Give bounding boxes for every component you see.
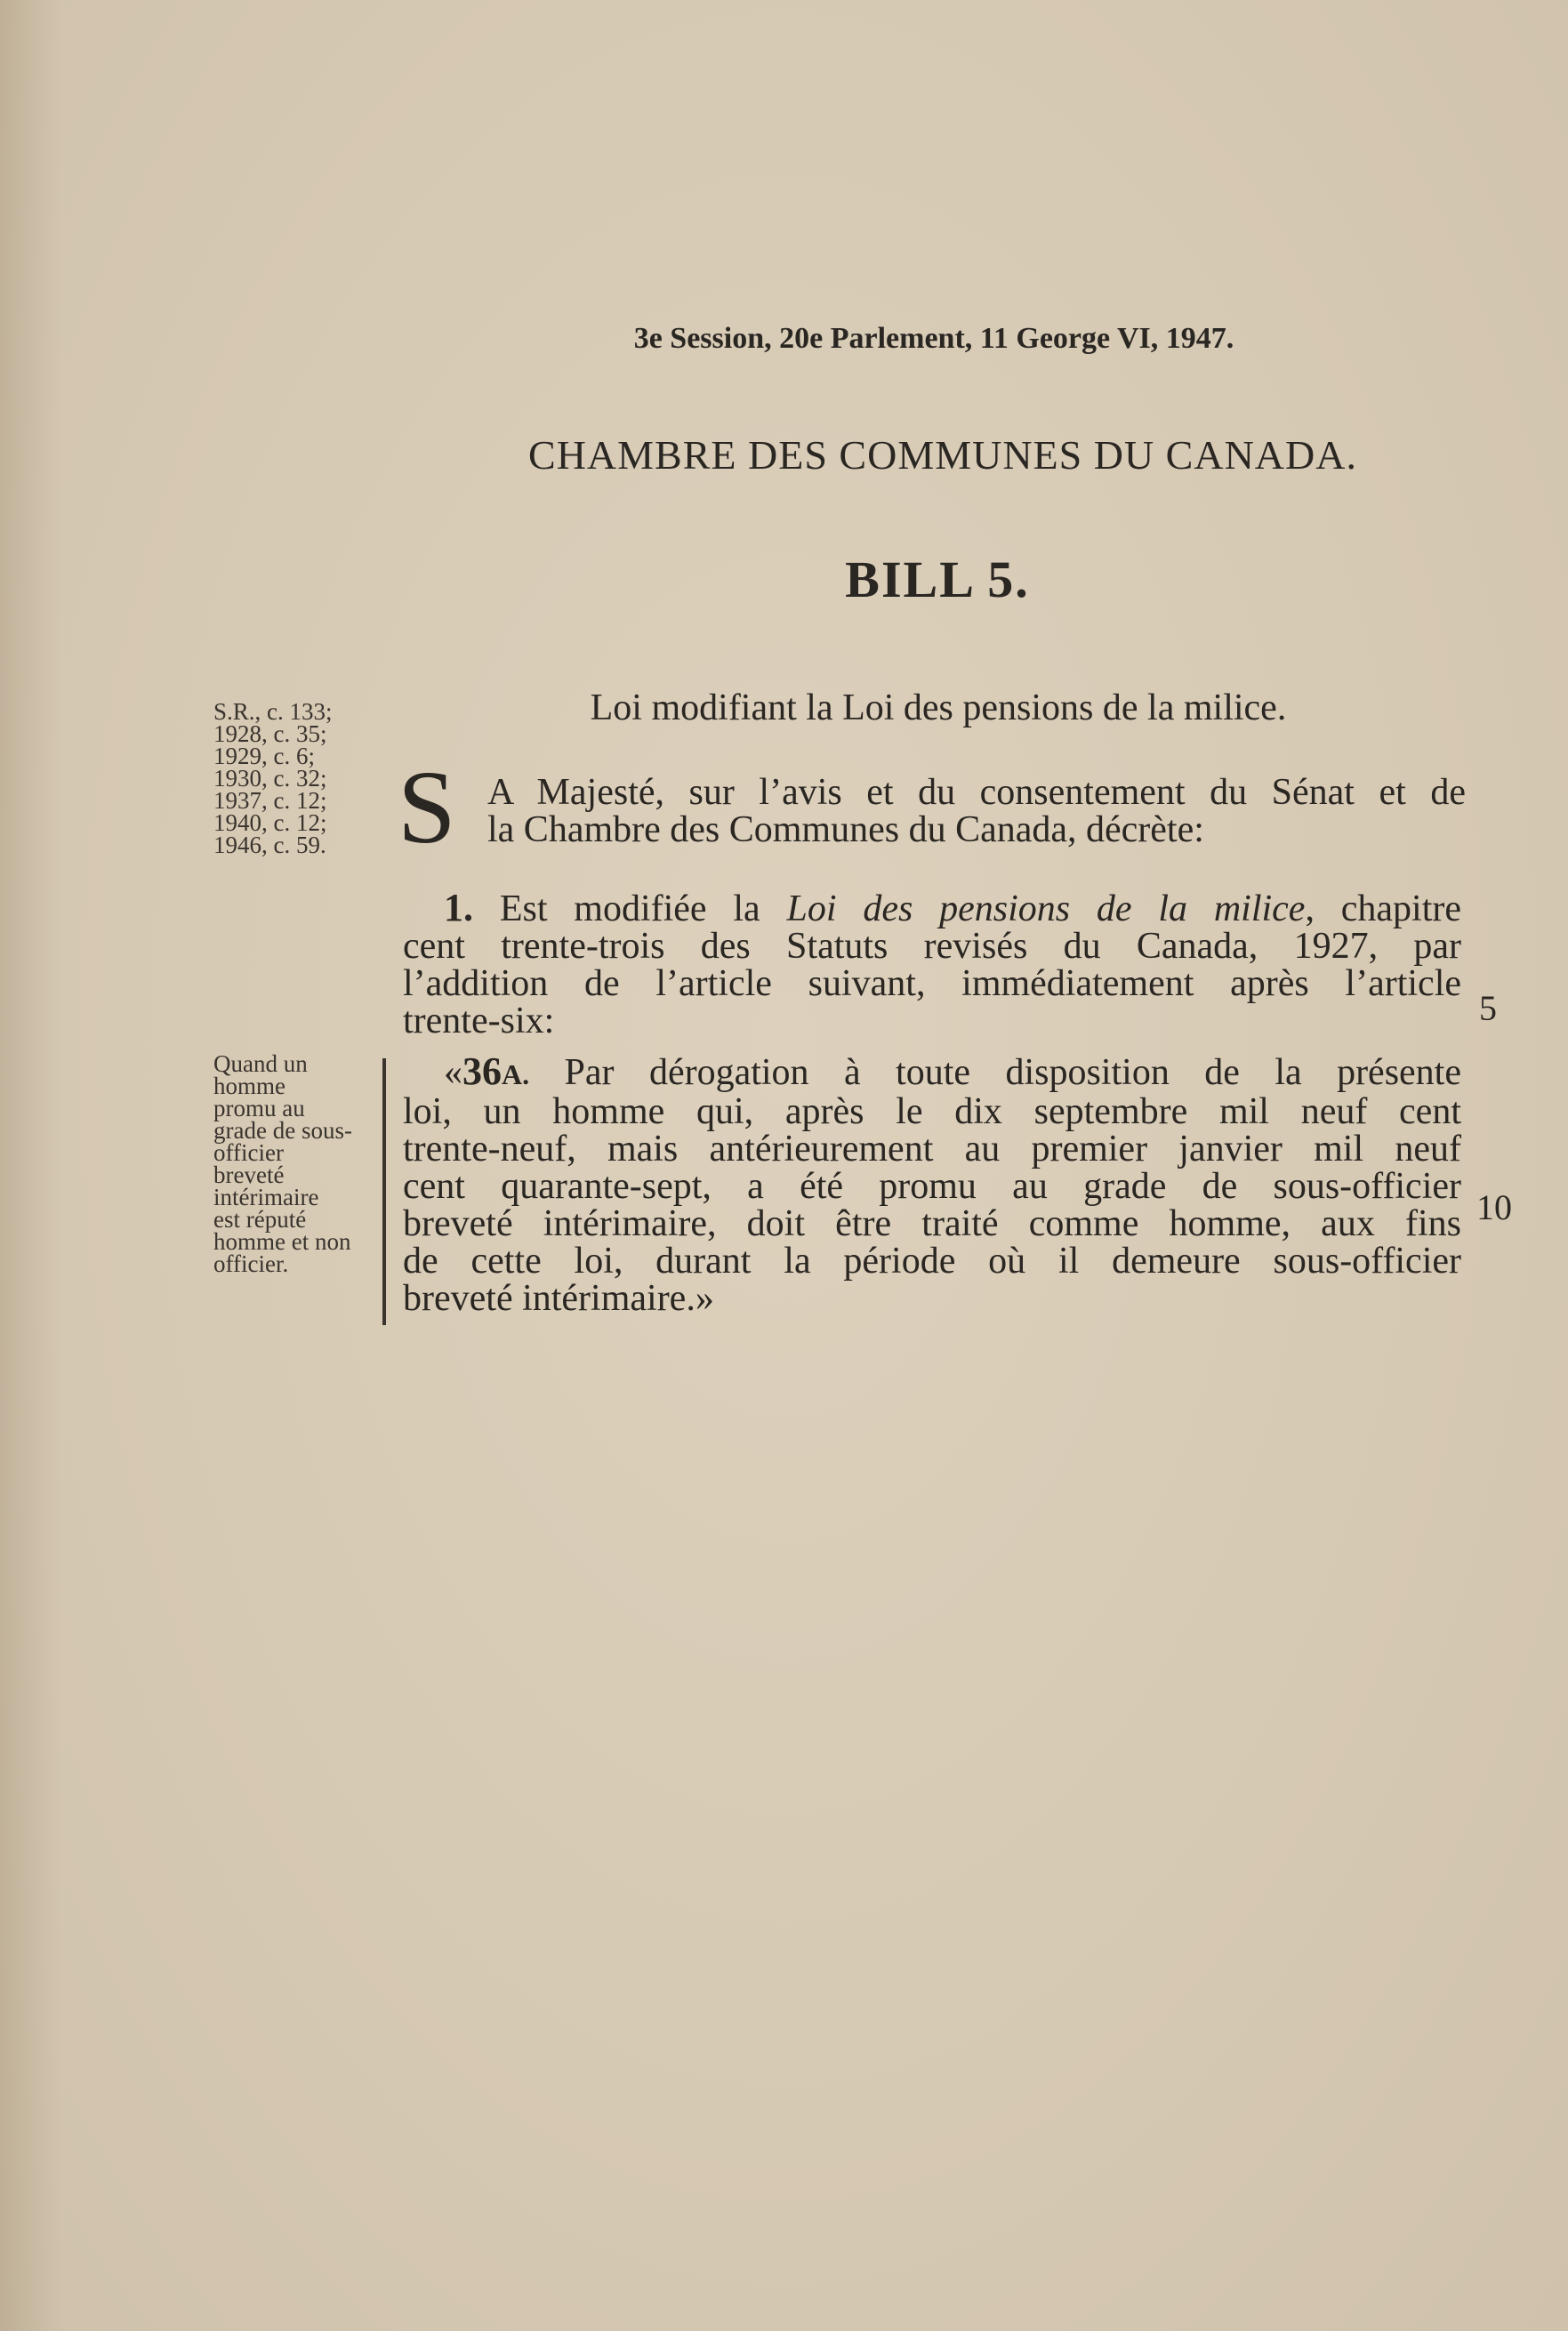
line-number-10: 10	[1476, 1187, 1512, 1227]
open-quote: «	[444, 1052, 462, 1093]
enacting-clause	[487, 774, 1466, 848]
section-line: trente-six:	[403, 1001, 555, 1041]
house-title: CHAMBRE DES COMMUNES DU CANADA.	[528, 432, 1357, 478]
section-suffix: A.	[502, 1058, 530, 1090]
margin-citation-line: 1937, c. 12;	[213, 787, 327, 814]
margin-note-line: est réputé	[213, 1206, 307, 1233]
margin-note-line: homme	[213, 1073, 285, 1099]
section-line: trente-neuf, mais antérieurement au premier janvier mil neuf	[403, 1129, 1461, 1170]
act-title: Loi des pensions de la milice	[786, 888, 1306, 929]
section-line	[403, 886, 1462, 929]
session-header: 3e Session, 20e Parlement, 11 George VI, 1947.	[633, 322, 1234, 355]
margin-note-line: intérimaire	[213, 1184, 319, 1210]
section-line: cent trente-trois des Statuts revisés du Canada, 1927, par	[403, 926, 1461, 967]
drop-cap: S	[398, 749, 456, 865]
enacting-line: A Majesté, sur l’avis et du consentement du Sénat et de	[487, 772, 1466, 813]
margin-citation-line: S.R., c. 133;	[213, 698, 333, 725]
margin-citation-line: 1928, c. 35;	[213, 720, 327, 747]
section-36a	[403, 1049, 1461, 1319]
margin-citation-line: 1940, c. 12;	[213, 809, 327, 836]
bill-number: BILL 5.	[845, 551, 1030, 608]
long-title: Loi modifiant la Loi des pensions de la milice.	[590, 687, 1287, 728]
margin-note-line: grade de sous-	[213, 1117, 352, 1144]
section-text: Par dérogation à toute disposition de la présente	[529, 1052, 1461, 1093]
margin-rule	[382, 1058, 386, 1325]
section-line: cent quarante-sept, a été promu au grade de sous-officier	[403, 1166, 1461, 1207]
section-line: loi, un homme qui, après le dix septembre mil neuf cent	[403, 1091, 1461, 1132]
section-line: de cette loi, durant la période où il demeure sous-officier	[403, 1241, 1461, 1282]
margin-citation-line: 1929, c. 6;	[213, 743, 315, 769]
margin-citation-line: 1930, c. 32;	[213, 765, 327, 792]
margin-note-line: Quand un	[213, 1050, 308, 1077]
margin-note-line: homme et non	[213, 1228, 351, 1255]
margin-note-line: officier.	[213, 1250, 289, 1277]
margin-note	[213, 1050, 352, 1277]
section-line: l’addition de l’article suivant, immédiatement après l’article	[403, 963, 1461, 1004]
section-line: breveté intérimaire.»	[403, 1278, 714, 1319]
margin-note-line: officier	[213, 1139, 284, 1166]
section-1	[403, 886, 1462, 1041]
section-line: breveté intérimaire, doit être traité comme homme, aux fins	[403, 1203, 1461, 1244]
margin-citation-line: 1946, c. 59.	[213, 832, 326, 858]
margin-note-line: breveté	[213, 1161, 285, 1188]
enacting-line: la Chambre des Communes du Canada, décrète:	[487, 809, 1204, 850]
section-number: 1.	[444, 886, 473, 929]
section-line	[403, 1049, 1461, 1093]
margin-note-line: promu au	[213, 1095, 305, 1121]
line-number-5: 5	[1479, 988, 1497, 1028]
margin-citations	[213, 698, 333, 858]
section-text: Est modifiée la	[499, 888, 787, 929]
section-text: , chapitre	[1305, 888, 1462, 929]
section-number: 36	[462, 1049, 502, 1093]
